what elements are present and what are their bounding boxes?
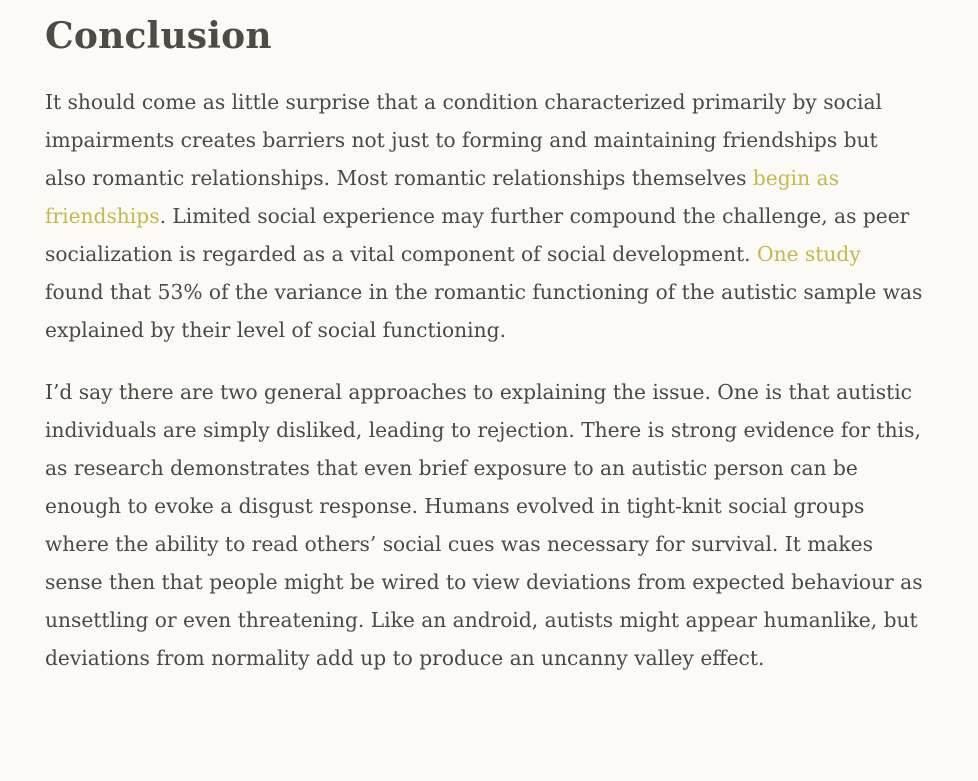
article-body [45,0,925,677]
paragraph-1-text-c: found that 53% of the variance in the romantic functioning of the autistic sample was explained by their level of social functioning. [45,280,923,342]
paragraph-1-text-b: . Limited social experience may further compound the challenge, as peer socialization is regarded as a vital component of social development. [45,204,910,266]
one-study-link[interactable]: One study [757,242,861,266]
paragraph-1-text-a: It should come as little surprise that a condition characterized primarily by social impairments creates barriers not just to forming and maintaining friendships but also romantic relationships. Most romantic relationships themselves [45,90,882,190]
begin-as-friendships-link[interactable]: begin as friendships [45,166,839,228]
paragraph-2: I’d say there are two general approaches to explaining the issue. One is that autistic individuals are simply disliked, leading to rejection. There is strong evidence for this, as research demonstrates that even brief exposure to an autistic person can be enough to evoke a disgust response. Humans evolved in tight-knit social groups where the ability to read others’ social cues was necessary for survival. It makes sense then that people might be wired to view deviations from expected behaviour as unsettling or even threatening. Like an android, autists might appear humanlike, but deviations from normality add up to produce an uncanny valley effect. [45,380,923,670]
section-heading: Conclusion [45,15,272,57]
paragraph-1 [45,83,925,349]
